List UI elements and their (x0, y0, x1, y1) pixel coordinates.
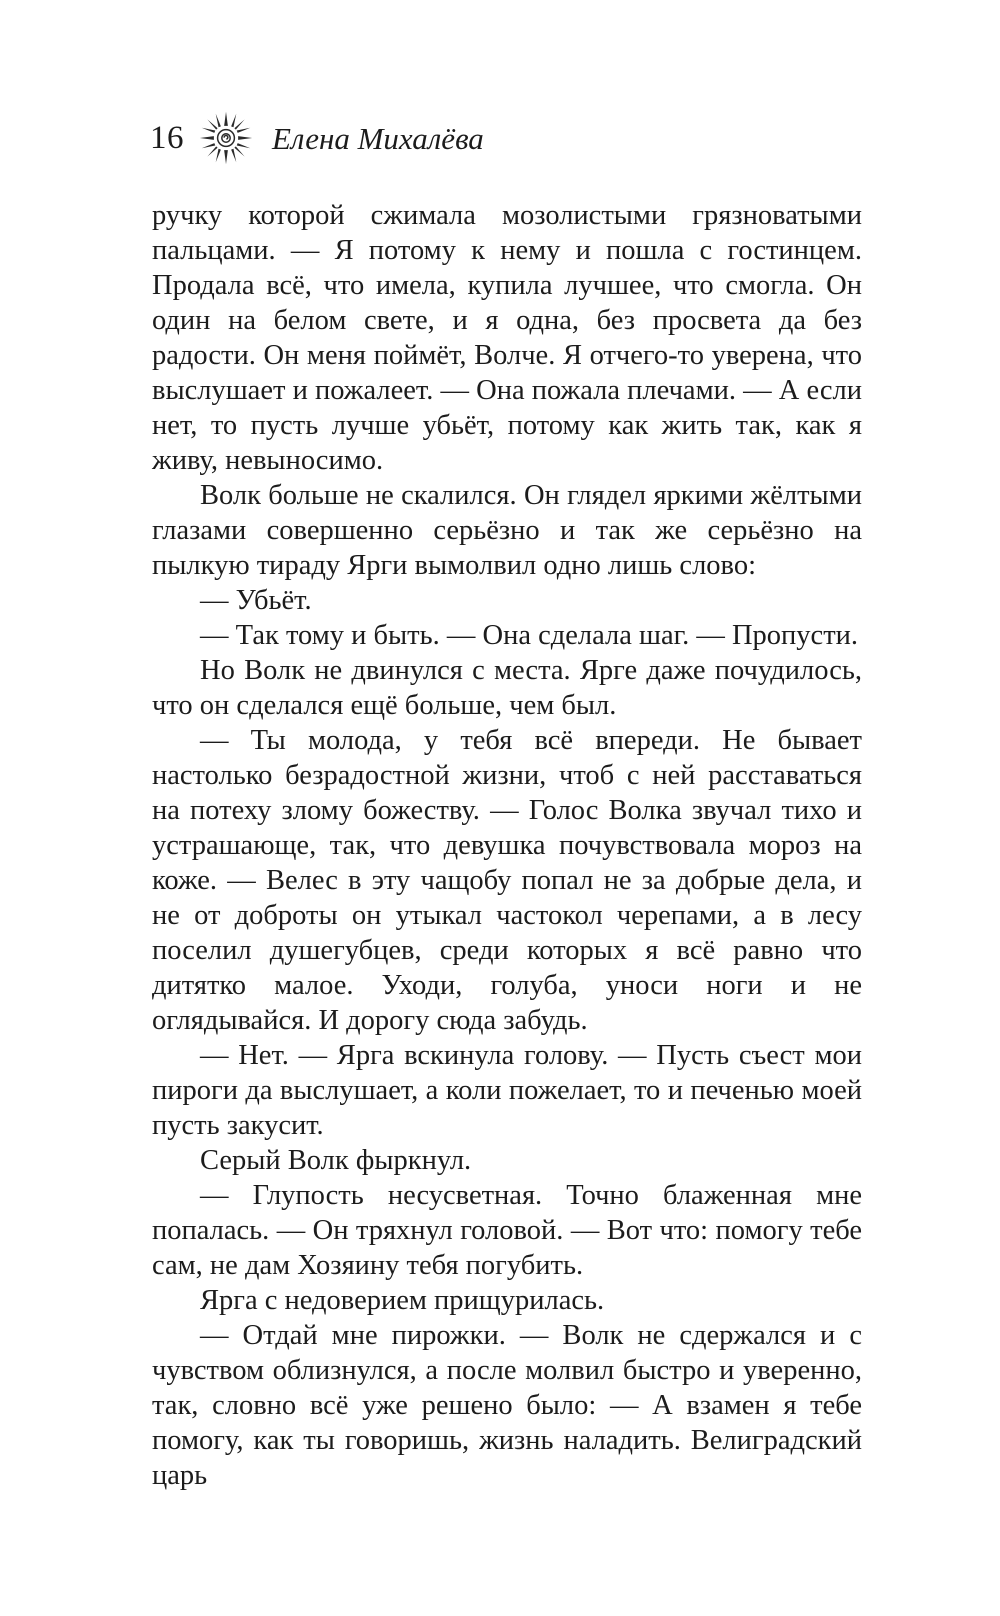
paragraph: Волк больше не скалился. Он глядел яркими жёлтыми глазами совершенно серьёзно и так же серьёзно на пылкую тираду Ярги вымолвил одно лишь слово: (152, 480, 862, 581)
paragraph: — Так тому и быть. — Она сделала шаг. — Пропусти. (200, 620, 859, 651)
paragraph: — Ты молода, у тебя всё впереди. Не бывает настолько безрадостной жизни, чтоб с ней расставаться на потеху злому божеству. — Голос Волка звучал тихо и устрашающе, так, что девушка почувствовала мороз на коже. — Велес в эту чащобу попал не за добрые дела, и не от доброты он утыкал частокол черепами, а в лесу поселил душегубцев, среди которых я всё равно что дитятко малое. Уходи, голуба, уноси ноги и не оглядывайся. И дорогу сюда забудь. (152, 725, 862, 1036)
running-header (150, 108, 484, 168)
body-text (152, 198, 862, 1493)
paragraph: Ярга с недоверием прищурилась. (200, 1285, 605, 1316)
sun-ornament-icon (198, 110, 254, 166)
paragraph: Серый Волк фыркнул. (200, 1145, 472, 1176)
paragraph: — Отдай мне пирожки. — Волк не сдержался и с чувством облизнулся, а после молвил быстро и уверенно, так, словно всё уже решено было: — А взамен я тебе помогу, как ты говоришь, жизнь наладить. Велиградский царь (152, 1320, 862, 1491)
paragraph: Но Волк не двинулся с места. Ярге даже почудилось, что он сделался ещё больше, чем был. (152, 655, 862, 721)
page-number: 16 (150, 119, 184, 156)
paragraph: — Глупость несусветная. Точно блаженная мне попалась. — Он тряхнул головой. — Вот что: помогу тебе сам, не дам Хозяину тебя погубить. (152, 1180, 862, 1281)
paragraph: — Убьёт. (200, 585, 312, 616)
paragraph: ручку которой сжимала мозолистыми грязноватыми пальцами. — Я потому к нему и пошла с гостинцем. Продала всё, что имела, купила лучшее, что смогла. Он один на белом свете, и я одна, без просвета да без радости. Он меня поймёт, Волче. Я отчего-то уверена, что выслушает и пожалеет. — Она пожала плечами. — А если нет, то пусть лучше убьёт, потому как жить так, как я живу, невыносимо. (152, 200, 862, 476)
author-name: Елена Михалёва (272, 120, 484, 156)
paragraph: — Нет. — Ярга вскинула голову. — Пусть съест мои пироги да выслушает, а коли пожелает, то и печенью моей пусть закусит. (152, 1040, 862, 1141)
